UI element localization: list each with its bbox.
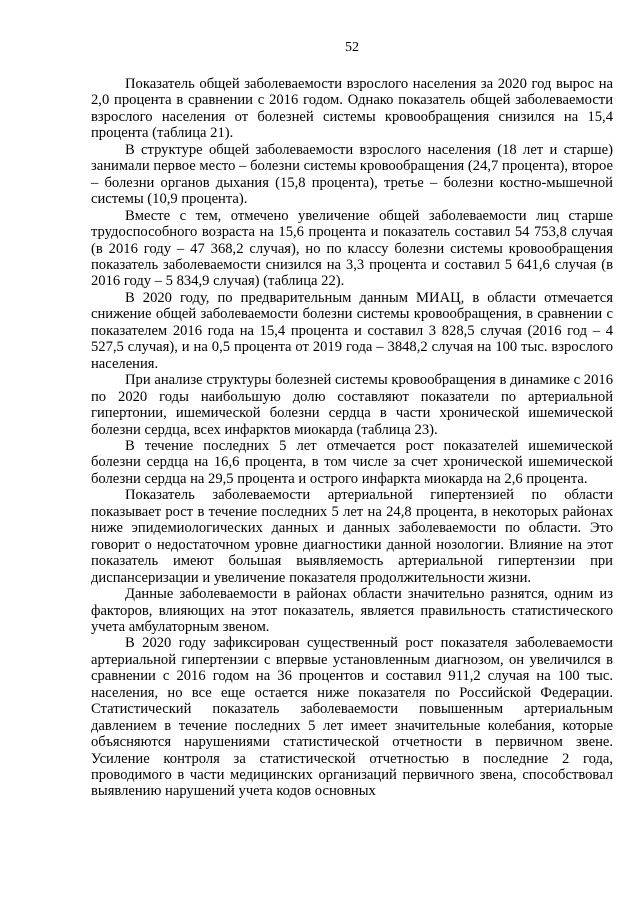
paragraph-structure-analysis: При анализе структуры болезней системы кровообращения в динамике с 2016 по 2020 годы наибольшую долю составляют показатели по артериальной гипертонии, ишемической болезни сердца в части хронической ишемической болезни сердца, всех инфарктов миокарда (таблица 23). bbox=[91, 372, 613, 438]
paragraph-district-variation: Данные заболеваемости в районах области значительно разнятся, одним из факторов, влияющих на этот показатель, является правильность статистического учета амбулаторным звеном. bbox=[91, 586, 613, 635]
paragraph-morbidity-structure: В структуре общей заболеваемости взрослого населения (18 лет и старше) занимали первое место – болезни системы кровообращения (24,7 процента), второе – болезни органов дыхания (15,8 процента), третье – болезни костно-мышечной системы (10,9 процента). bbox=[91, 141, 613, 208]
paragraph-ischemic-growth: В течение последних 5 лет отмечается рост показателей ишемической болезни сердца на 16,6 процента, в том числе за счет хронической ишемической болезни сердца на 29,5 процента и острого инфаркта миокарда на 2,6 процента. bbox=[91, 437, 613, 487]
paragraph-elderly-morbidity: Вместе с тем, отмечено увеличение общей заболеваемости лиц старше трудоспособного возраста на 15,6 процента и показатель составил 54 753,8 случая (в 2016 году – 47 368,2 случая), но по классу болезни системы кровообращения показатель заболеваемости снизился на 3,3 процента и составил 5 641,6 случая (в 2016 году – 5 834,9 случая) (таблица 22). bbox=[91, 207, 613, 290]
page-number: 52 bbox=[345, 40, 359, 55]
paragraph-total-morbidity: Показатель общей заболеваемости взрослого населения за 2020 год вырос на 2,0 процента в сравнении с 2016 годом. Однако показатель общей заболеваемости взрослого населения от болезней системы кровообращения снизился на 15,4 процента (таблица 21). bbox=[91, 76, 613, 142]
paragraph-new-diagnosis: В 2020 году зафиксирован существенный рост показателя заболеваемости артериальной гипертензии с впервые установленным диагнозом, он увеличился в сравнении с 2016 годом на 36 процентов и составил 911,2 случая на 100 тыс. населения, но все еще остается ниже показателя по Российской Федерации. Статистический показатель заболеваемости повышенным артериальным давлением в течение последних 5 лет имеет значительные колебания, которые объясняются нарушениями статистической отчетности в первичном звене. Усиление контроля за статистической отчетностью в последние 2 года, проводимого в части медицинских организаций первичного звена, способствовал выявлению нарушений учета кодов основных bbox=[91, 635, 613, 800]
paragraph-miac-data: В 2020 году, по предварительным данным МИАЦ, в области отмечается снижение общей заболеваемости болезни системы кровообращения, в сравнении с показателем 2016 года на 15,4 процента и составил 3 828,5 случая (2016 год – 4 527,5 случая), и на 0,5 процента от 2019 года – 3848,2 случая на 100 тыс. взрослого населения. bbox=[91, 289, 613, 372]
paragraph-hypertension-rate: Показатель заболеваемости артериальной гипертензией по области показывает рост в течение последних 5 лет на 24,8 процента, в некоторых районах ниже эпидемиологических данных и данных заболеваемости по области. Это говорит о недостаточном уровне диагностики данной нозологии. Влияние на этот показатель имеют большая выявляемость артериальной гипертензии при диспансеризации и увеличение показателя продолжительности жизни. bbox=[91, 487, 613, 586]
body-text bbox=[91, 76, 613, 800]
